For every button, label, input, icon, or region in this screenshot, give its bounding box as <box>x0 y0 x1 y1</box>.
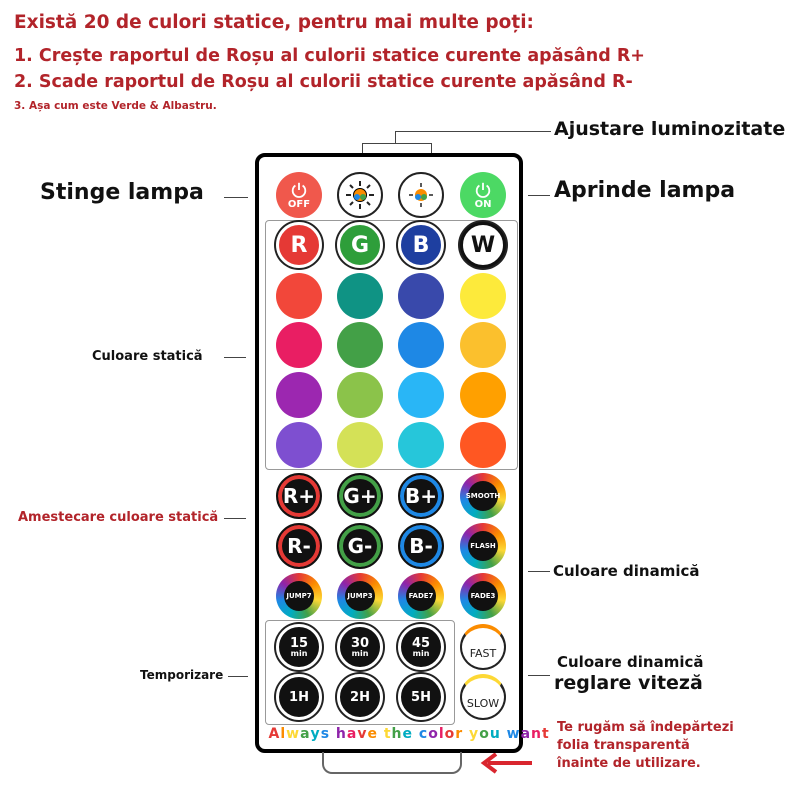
label-static-color: Culoare statică <box>92 349 203 364</box>
fast-button[interactable] <box>460 624 506 670</box>
label-dynamic-speed-1: Culoare dinamică <box>557 653 704 671</box>
timer-value: 2H <box>350 689 370 705</box>
label-static-mix: Amestecare culoare statică <box>18 510 219 525</box>
timer-2h-button[interactable] <box>337 674 383 720</box>
label-dynamic: Culoare dinamică <box>553 562 700 580</box>
timer-5h-button[interactable] <box>398 674 444 720</box>
blue-plus-button[interactable] <box>398 473 444 519</box>
static-color-button[interactable] <box>276 372 322 418</box>
jump7-label: JUMP7 <box>284 581 314 611</box>
timer-value: 5H <box>411 689 431 705</box>
sun-dim-icon <box>405 179 437 211</box>
leader-dynamic <box>528 571 550 572</box>
leader-speed <box>528 675 550 676</box>
jump3-label: JUMP3 <box>345 581 375 611</box>
timer-unit: min <box>351 648 369 658</box>
timer-value: 1H <box>289 689 309 705</box>
static-color-button[interactable] <box>337 372 383 418</box>
red-minus-button[interactable] <box>276 523 322 569</box>
static-color-button[interactable] <box>337 273 383 319</box>
slow-label: SLOW <box>466 697 500 710</box>
label-on: Aprinde lampa <box>554 178 736 203</box>
fade3-label: FADE3 <box>468 581 498 611</box>
static-color-button[interactable] <box>460 273 506 319</box>
fade7-label: FADE7 <box>406 581 436 611</box>
timer-unit: min <box>290 648 308 658</box>
red-button[interactable]: R <box>276 222 322 268</box>
white-button[interactable]: W <box>460 222 506 268</box>
label-off: Stinge lampa <box>40 180 204 205</box>
static-color-button[interactable] <box>460 322 506 368</box>
blue-minus-button[interactable] <box>398 523 444 569</box>
static-color-button[interactable] <box>276 273 322 319</box>
blue-plus-label: B+ <box>404 484 437 508</box>
label-remove-1: Te rugăm să îndepărtezi <box>557 720 734 735</box>
static-color-button[interactable] <box>398 322 444 368</box>
static-color-button[interactable] <box>460 422 506 468</box>
static-color-button[interactable] <box>337 422 383 468</box>
static-color-button[interactable] <box>276 422 322 468</box>
off-button[interactable] <box>276 172 322 218</box>
smooth-button[interactable] <box>460 473 506 519</box>
flash-button[interactable] <box>460 523 506 569</box>
instruction-line-2: 2. Scade raportul de Roșu al culorii statice curente apăsând R- <box>14 72 633 92</box>
fade7-button[interactable] <box>398 573 444 619</box>
label-dynamic-speed-2: reglare viteză <box>554 672 703 694</box>
arrow-left-icon <box>478 752 534 774</box>
static-color-button[interactable] <box>460 372 506 418</box>
label-brightness: Ajustare luminozitate <box>554 118 786 140</box>
red-minus-label: R- <box>287 534 311 558</box>
timer-30min-button[interactable] <box>337 624 383 670</box>
green-button[interactable]: G <box>337 222 383 268</box>
power-icon <box>289 181 309 199</box>
timer-1h-button[interactable] <box>276 674 322 720</box>
fast-label: FAST <box>469 647 497 660</box>
label-remove-2: folia transparentă <box>557 738 690 753</box>
label-remove-3: înainte de utilizare. <box>557 756 701 771</box>
fade3-button[interactable] <box>460 573 506 619</box>
leader-static-color <box>224 357 246 358</box>
green-plus-button[interactable] <box>337 473 383 519</box>
timer-value: 45 <box>411 635 431 651</box>
instruction-line-3: 3. Așa cum este Verde & Albastru. <box>14 100 217 112</box>
power-icon <box>473 181 493 199</box>
green-minus-label: G- <box>347 534 373 558</box>
static-color-button[interactable] <box>337 322 383 368</box>
static-color-button[interactable] <box>276 322 322 368</box>
static-color-button[interactable] <box>398 422 444 468</box>
leader-timer <box>228 676 248 677</box>
smooth-label: SMOOTH <box>468 481 498 511</box>
slow-button[interactable] <box>460 674 506 720</box>
blue-button[interactable]: B <box>398 222 444 268</box>
jump3-button[interactable] <box>337 573 383 619</box>
instruction-line-1: 1. Crește raportul de Roșu al culorii statice curente apăsând R+ <box>14 46 645 66</box>
flash-label: FLASH <box>468 531 498 561</box>
jump7-button[interactable] <box>276 573 322 619</box>
brightness-leader <box>395 131 551 144</box>
blue-minus-label: B- <box>409 534 433 558</box>
leader-on <box>528 195 550 196</box>
brightness-up-button[interactable] <box>337 172 383 218</box>
remote-slogan: Always have the color you want <box>268 726 549 742</box>
timer-unit: min <box>412 648 430 658</box>
timer-value: 15 <box>289 635 309 651</box>
film-pull-tab <box>322 752 462 774</box>
green-plus-label: G+ <box>343 484 377 508</box>
brightness-down-button[interactable] <box>398 172 444 218</box>
green-minus-button[interactable] <box>337 523 383 569</box>
timer-45min-button[interactable] <box>398 624 444 670</box>
label-timer: Temporizare <box>140 668 224 682</box>
leader-off <box>224 197 248 198</box>
static-color-button[interactable] <box>398 273 444 319</box>
static-color-button[interactable] <box>398 372 444 418</box>
timer-15min-button[interactable] <box>276 624 322 670</box>
on-button-label: ON <box>474 198 492 210</box>
timer-value: 30 <box>350 635 370 651</box>
red-plus-button[interactable] <box>276 473 322 519</box>
leader-static-mix <box>224 518 246 519</box>
on-button[interactable] <box>460 172 506 218</box>
sun-bright-icon <box>344 179 376 211</box>
red-plus-label: R+ <box>282 484 316 508</box>
header-title: Există 20 de culori statice, pentru mai multe poți: <box>14 12 534 33</box>
off-button-label: OFF <box>287 198 311 210</box>
